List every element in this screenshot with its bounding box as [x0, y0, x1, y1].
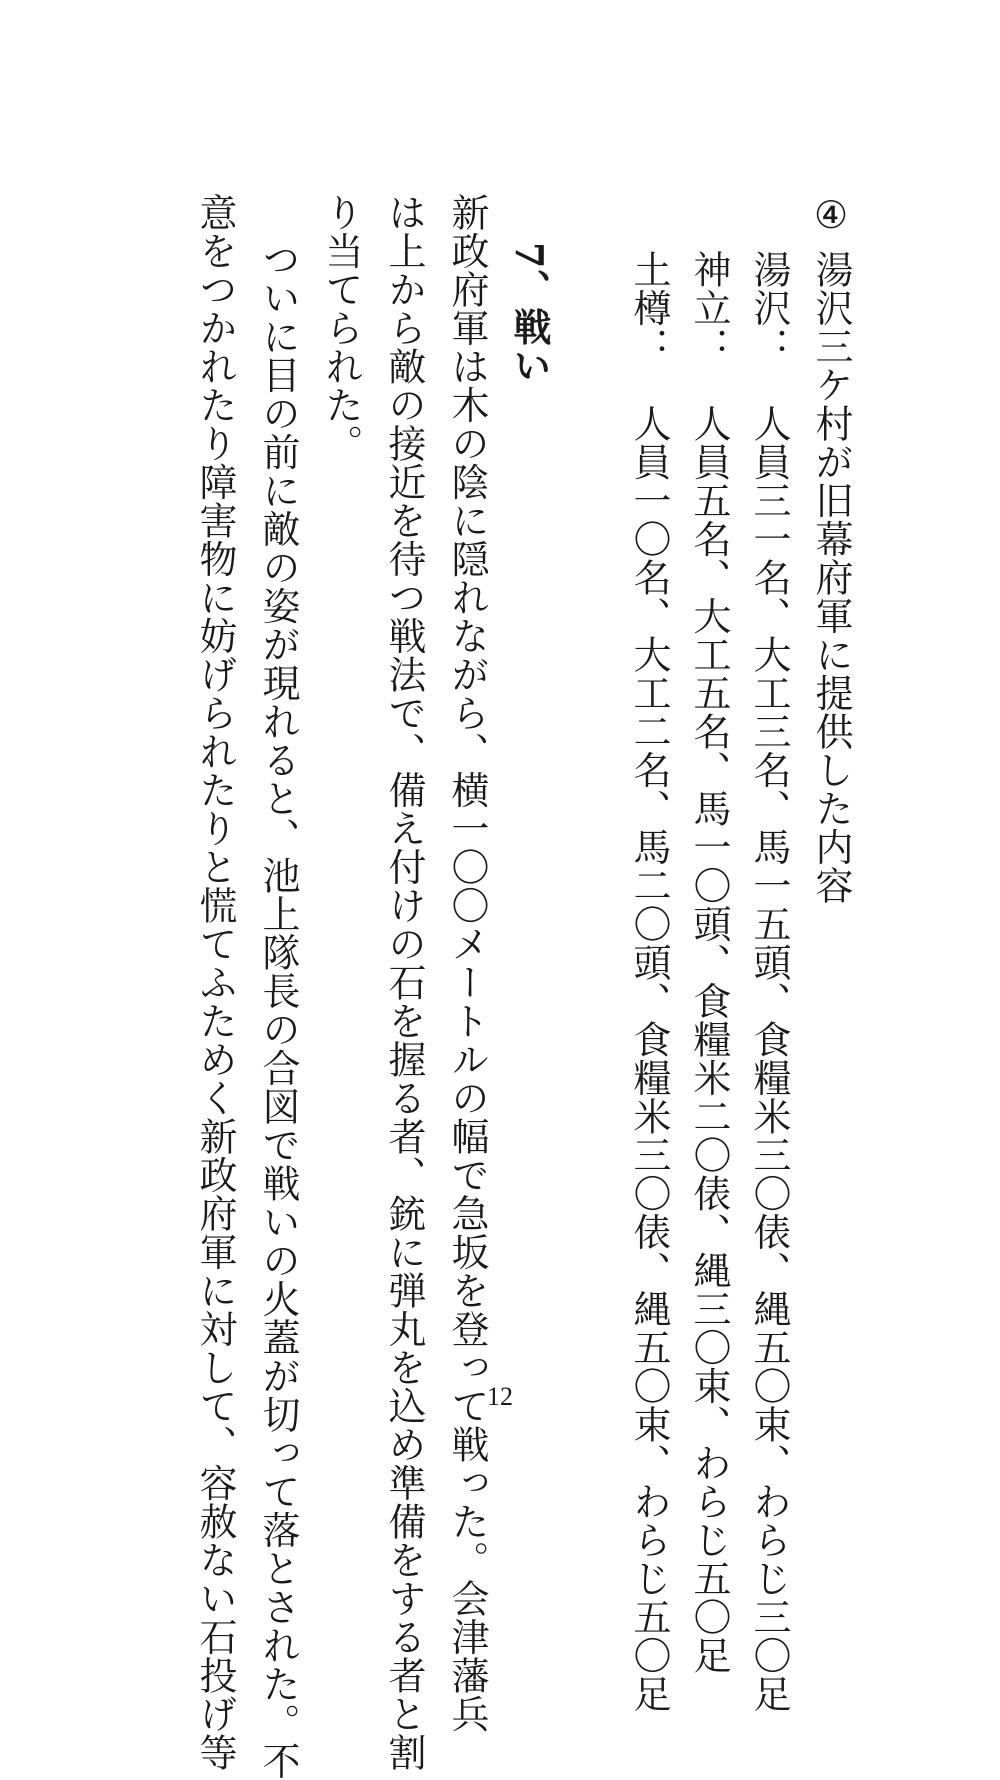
section7-paragraph2-line1: ついに目の前に敵の姿が現れると、池上隊長の合図で戦いの火蓋が切って落とされた。不 [256, 240, 300, 1780]
section7-paragraph1-line2: は上から敵の接近を待つ戦法で、備え付けの石を握る者、銃に弾丸を込め準備をする者と割 [382, 193, 426, 1772]
page-number: 12 [487, 1382, 513, 1411]
section7-paragraph1-line1: 新政府軍は木の陰に隠れながら、横一〇〇メートルの幅で急坂を登って戦った。会津藩兵 [445, 193, 489, 1733]
section4-title: ④ 湯沢三ケ村が旧幕府軍に提供した内容 [809, 193, 853, 905]
section4-line-yuzawa: 湯沢： 人員三一名、大工三名、馬一五頭、食糧米三〇俵、縄五〇束、わらじ三〇足 [747, 250, 791, 1713]
section7-paragraph2-line2: 意をつかれたり障害物に妨げられたりと慌てふためく新政府軍に対して、容赦ない石投げ等 [193, 193, 237, 1772]
section7-heading: 7、戦い [507, 242, 552, 385]
section4-line-kandatsu: 神立： 人員五名、大工五名、馬一〇頭、食糧米二〇俵、縄三〇束、わらじ五〇足 [687, 250, 731, 1675]
section4-line-tsuchitaru: 土樽： 人員一〇名、大工二名、馬二〇頭、食糧米三〇俵、縄五〇束、わらじ五〇足 [627, 250, 671, 1713]
section7-paragraph1-line3: り当てられた。 [319, 193, 363, 463]
